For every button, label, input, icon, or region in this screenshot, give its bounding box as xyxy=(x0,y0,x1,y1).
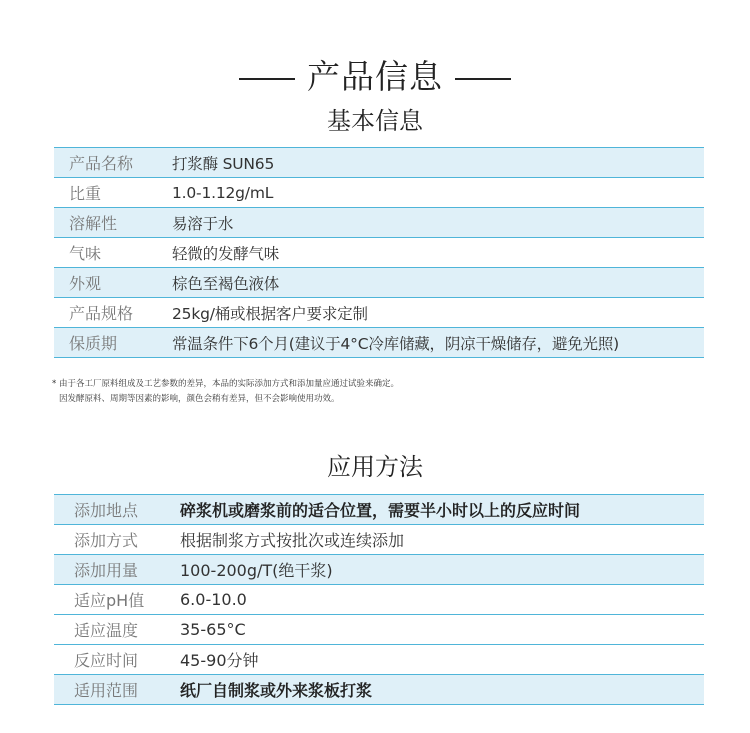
row-label: 外观 xyxy=(69,274,102,293)
table-row xyxy=(54,645,704,675)
row-label: 保质期 xyxy=(69,334,118,353)
table-row xyxy=(54,268,704,298)
row-label: 适用范围 xyxy=(74,681,139,700)
row-value: 25kg/桶或根据客户要求定制 xyxy=(172,304,368,323)
row-value: 碎浆机或磨浆前的适合位置，需要半小时以上的反应时间 xyxy=(180,501,581,520)
usage-table xyxy=(54,494,704,705)
footnotes xyxy=(52,377,712,407)
row-value: 45-90分钟 xyxy=(180,651,259,670)
row-value: 轻微的发酵气味 xyxy=(172,244,280,263)
basic-info-table xyxy=(54,147,704,358)
footnote-1: * 由于各工厂原料组成及工艺参数的差异，本品的实际添加方式和添加量应通过试验来确定。 xyxy=(52,379,399,389)
table-row xyxy=(54,555,704,585)
table-row xyxy=(54,495,704,525)
row-value: 35-65°C xyxy=(180,620,246,639)
usage-title: 应用方法 xyxy=(327,453,423,481)
table-row xyxy=(54,148,704,178)
table-row xyxy=(54,238,704,268)
row-value: 6.0-10.0 xyxy=(180,590,247,609)
table-row xyxy=(54,675,704,705)
table-row xyxy=(54,615,704,645)
title-dash-left xyxy=(239,78,295,80)
row-label: 添加用量 xyxy=(74,561,139,580)
row-label: 比重 xyxy=(69,184,102,203)
row-value: 纸厂自制浆或外来浆板打浆 xyxy=(180,681,373,700)
footnote-2: 因发酵原料、周期等因素的影响，颜色会稍有差异，但不会影响使用功效。 xyxy=(59,394,340,404)
row-value: 根据制浆方式按批次或连续添加 xyxy=(180,531,405,550)
row-value: 常温条件下6个月(建议于4°C冷库储藏，阴凉干燥储存，避免光照) xyxy=(172,334,619,353)
row-value: 1.0-1.12g/mL xyxy=(172,183,274,202)
row-label: 添加地点 xyxy=(74,501,139,520)
row-value: 易溶于水 xyxy=(172,214,234,233)
row-label: 添加方式 xyxy=(74,531,139,550)
table-row xyxy=(54,585,704,615)
row-label: 产品名称 xyxy=(69,154,134,173)
table-row xyxy=(54,298,704,328)
row-value: 打浆酶 SUN65 xyxy=(172,154,275,173)
row-value: 100-200g/T(绝干浆) xyxy=(180,561,333,580)
row-label: 产品规格 xyxy=(69,304,134,323)
table-row xyxy=(54,328,704,358)
page-title-text: 产品信息 xyxy=(307,57,443,96)
row-value: 棕色至褐色液体 xyxy=(172,274,280,293)
row-label: 适应温度 xyxy=(74,621,139,640)
table-row xyxy=(54,178,704,208)
row-label: 溶解性 xyxy=(69,214,118,233)
table-row xyxy=(54,208,704,238)
row-label: 反应时间 xyxy=(74,651,139,670)
basic-info-title: 基本信息 xyxy=(327,107,423,135)
page-title xyxy=(0,55,750,99)
row-label: 适应pH值 xyxy=(74,591,145,610)
row-label: 气味 xyxy=(69,244,102,263)
table-row xyxy=(54,525,704,555)
title-dash-right xyxy=(455,78,511,80)
